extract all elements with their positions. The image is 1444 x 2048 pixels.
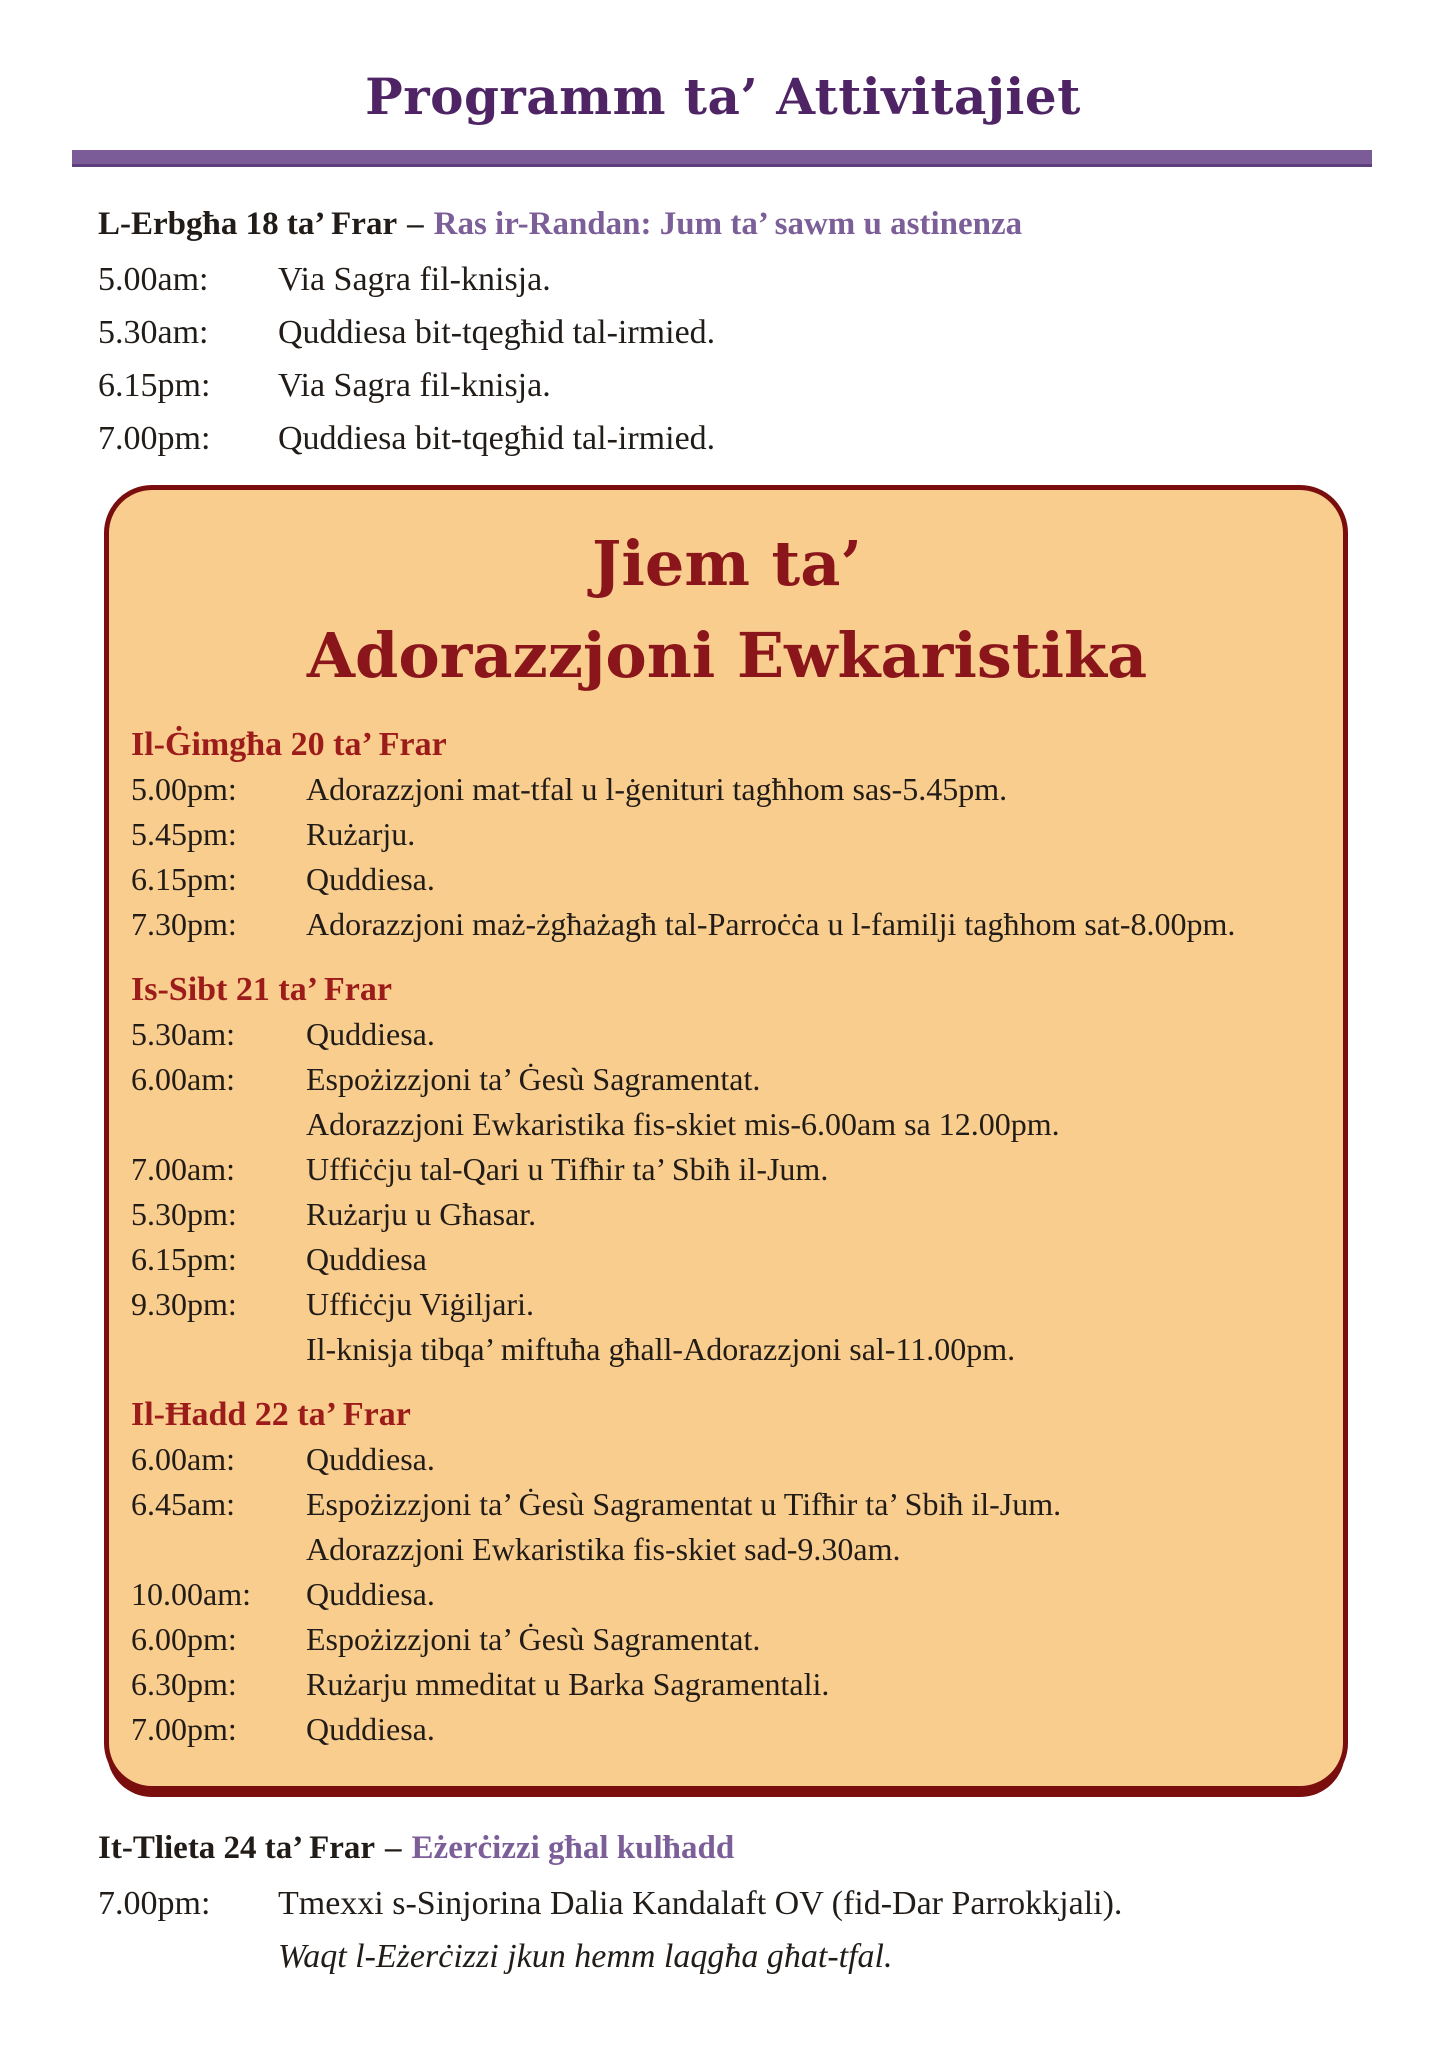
adoration-day	[131, 1392, 1323, 1752]
event-cell: Quddiesa bit-tqegħid tal-irmied.	[278, 420, 716, 457]
adoration-day	[131, 967, 1323, 1372]
event-cell: Rużarju u Għasar.	[306, 1196, 537, 1232]
time-cell: 5.30am:	[98, 314, 209, 351]
schedule-row	[131, 857, 1323, 902]
event-cell: Espożizzjoni ta’ Ġesù Sagramentat.	[306, 1621, 761, 1657]
page-title: Programm ta’ Attivitajiet	[365, 67, 1081, 126]
event-cell: Adorazzjoni Ewkaristika fis-skiet mis-6.00am sa 12.00pm.	[306, 1106, 1060, 1142]
time-cell: 10.00am:	[131, 1576, 251, 1612]
event-cell: Quddiesa.	[306, 1576, 435, 1612]
schedule-row	[131, 1707, 1323, 1752]
time-cell: 5.30am:	[131, 1016, 235, 1052]
section-heading	[98, 201, 1348, 247]
section-subtitle: Eżerċizzi għal kulħadd	[411, 1830, 735, 1866]
event-cell: Quddiesa bit-tqegħid tal-irmied.	[278, 314, 716, 351]
schedule-row	[131, 1147, 1323, 1192]
schedule-list	[98, 1877, 1348, 1983]
adoration-day	[131, 722, 1323, 947]
event-cell: Adorazzjoni mat-tfal u l-ġenituri tagħhom sas-5.45pm.	[306, 771, 1008, 807]
time-cell: 6.00am:	[131, 1061, 235, 1097]
time-cell: 6.00am:	[131, 1441, 235, 1477]
box-title-line2: Adorazzjoni Ewkaristika	[306, 619, 1148, 692]
event-cell: Rużarju mmeditat u Barka Sagramentali.	[306, 1666, 830, 1702]
event-cell: Via Sagra fil-knisja.	[278, 367, 551, 404]
schedule-row	[131, 812, 1323, 857]
time-cell: 6.15pm:	[131, 861, 237, 897]
schedule-row	[131, 902, 1323, 947]
day-schedule	[131, 767, 1323, 947]
time-cell: 7.00pm:	[98, 420, 211, 457]
time-cell: 5.45pm:	[131, 816, 237, 852]
schedule-row	[98, 412, 1348, 465]
section-tuesday	[98, 1825, 1348, 1983]
schedule-row	[98, 1877, 1348, 1930]
day-heading: Il-Ġimgħa 20 ta’ Frar	[131, 726, 447, 763]
time-cell: 6.30pm:	[131, 1666, 237, 1702]
schedule-row	[98, 253, 1348, 306]
day-schedule	[131, 1437, 1323, 1752]
schedule-row	[98, 359, 1348, 412]
schedule-row	[131, 1482, 1323, 1527]
schedule-row	[131, 1617, 1323, 1662]
schedule-row	[131, 767, 1323, 812]
time-cell: 7.00pm:	[131, 1711, 237, 1747]
schedule-row	[131, 1237, 1323, 1282]
event-cell: Uffiċċju Viġiljari.	[306, 1286, 534, 1322]
event-cell: Uffiċċju tal-Qari u Tifħir ta’ Sbiħ il-Jum.	[306, 1151, 829, 1187]
section-ash-wednesday	[98, 201, 1348, 465]
time-cell: 6.15pm:	[131, 1241, 237, 1277]
adoration-days	[131, 722, 1323, 1752]
event-cell: Via Sagra fil-knisja.	[278, 261, 551, 298]
schedule-list	[98, 253, 1348, 465]
schedule-row	[131, 1102, 1323, 1147]
schedule-row	[98, 306, 1348, 359]
section-heading	[98, 1825, 1348, 1871]
schedule-row	[131, 1662, 1323, 1707]
day-schedule	[131, 1012, 1323, 1372]
time-cell: 5.00am:	[98, 261, 209, 298]
event-cell: Adorazzjoni maż-żgħażagħ tal-Parroċċa u l-familji tagħhom sat-8.00pm.	[306, 906, 1236, 942]
section-date: It-Tlieta 24 ta’ Frar	[98, 1830, 376, 1866]
day-heading: Is-Sibt 21 ta’ Frar	[131, 971, 392, 1008]
schedule-row	[98, 1930, 1348, 1983]
event-cell: Espożizzjoni ta’ Ġesù Sagramentat u Tifħir ta’ Sbiħ il-Jum.	[306, 1486, 1062, 1522]
time-cell: 6.00pm:	[131, 1621, 237, 1657]
time-cell: 5.30pm:	[131, 1196, 237, 1232]
title-rule	[72, 150, 1372, 167]
schedule-row	[131, 1437, 1323, 1482]
box-title-line1: Jiem ta’	[592, 527, 862, 600]
schedule-row	[131, 1572, 1323, 1617]
schedule-row	[131, 1327, 1323, 1372]
event-cell: Quddiesa.	[306, 1711, 435, 1747]
schedule-row	[131, 1527, 1323, 1572]
section-date: L-Erbgħa 18 ta’ Frar	[98, 206, 398, 242]
schedule-row	[131, 1282, 1323, 1327]
event-cell: Quddiesa.	[306, 861, 435, 897]
event-cell: Il-knisja tibqa’ miftuħa għall-Adorazzjoni sal-11.00pm.	[306, 1331, 1016, 1367]
event-cell: Tmexxi s-Sinjorina Dalia Kandalaft OV (fid-Dar Parrokkjali).	[278, 1885, 1123, 1922]
event-cell: Quddiesa.	[306, 1441, 435, 1477]
event-cell: Waqt l-Eżerċizzi jkun hemm laqgħa għat-tfal.	[278, 1938, 893, 1975]
event-cell: Espożizzjoni ta’ Ġesù Sagramentat.	[306, 1061, 761, 1097]
section-subtitle: Ras ir-Randan: Jum ta’ sawm u astinenza	[433, 206, 1023, 242]
schedule-row	[131, 1057, 1323, 1102]
day-heading: Il-Ħadd 22 ta’ Frar	[131, 1396, 411, 1433]
event-cell: Quddiesa	[306, 1241, 427, 1277]
heading-dash: –	[407, 206, 424, 242]
adoration-box	[104, 485, 1348, 1791]
time-cell: 9.30pm:	[131, 1286, 237, 1322]
time-cell: 5.00pm:	[131, 771, 237, 807]
time-cell: 6.45am:	[131, 1486, 235, 1522]
time-cell: 7.30pm:	[131, 906, 237, 942]
heading-dash: –	[385, 1830, 402, 1866]
time-cell: 7.00pm:	[98, 1885, 211, 1922]
time-cell: 7.00am:	[131, 1151, 235, 1187]
event-cell: Rużarju.	[306, 816, 416, 852]
event-cell: Quddiesa.	[306, 1016, 435, 1052]
event-cell: Adorazzjoni Ewkaristika fis-skiet sad-9.30am.	[306, 1531, 901, 1567]
schedule-row	[131, 1012, 1323, 1057]
time-cell: 6.15pm:	[98, 367, 211, 404]
adoration-box-title	[131, 518, 1323, 702]
schedule-row	[131, 1192, 1323, 1237]
